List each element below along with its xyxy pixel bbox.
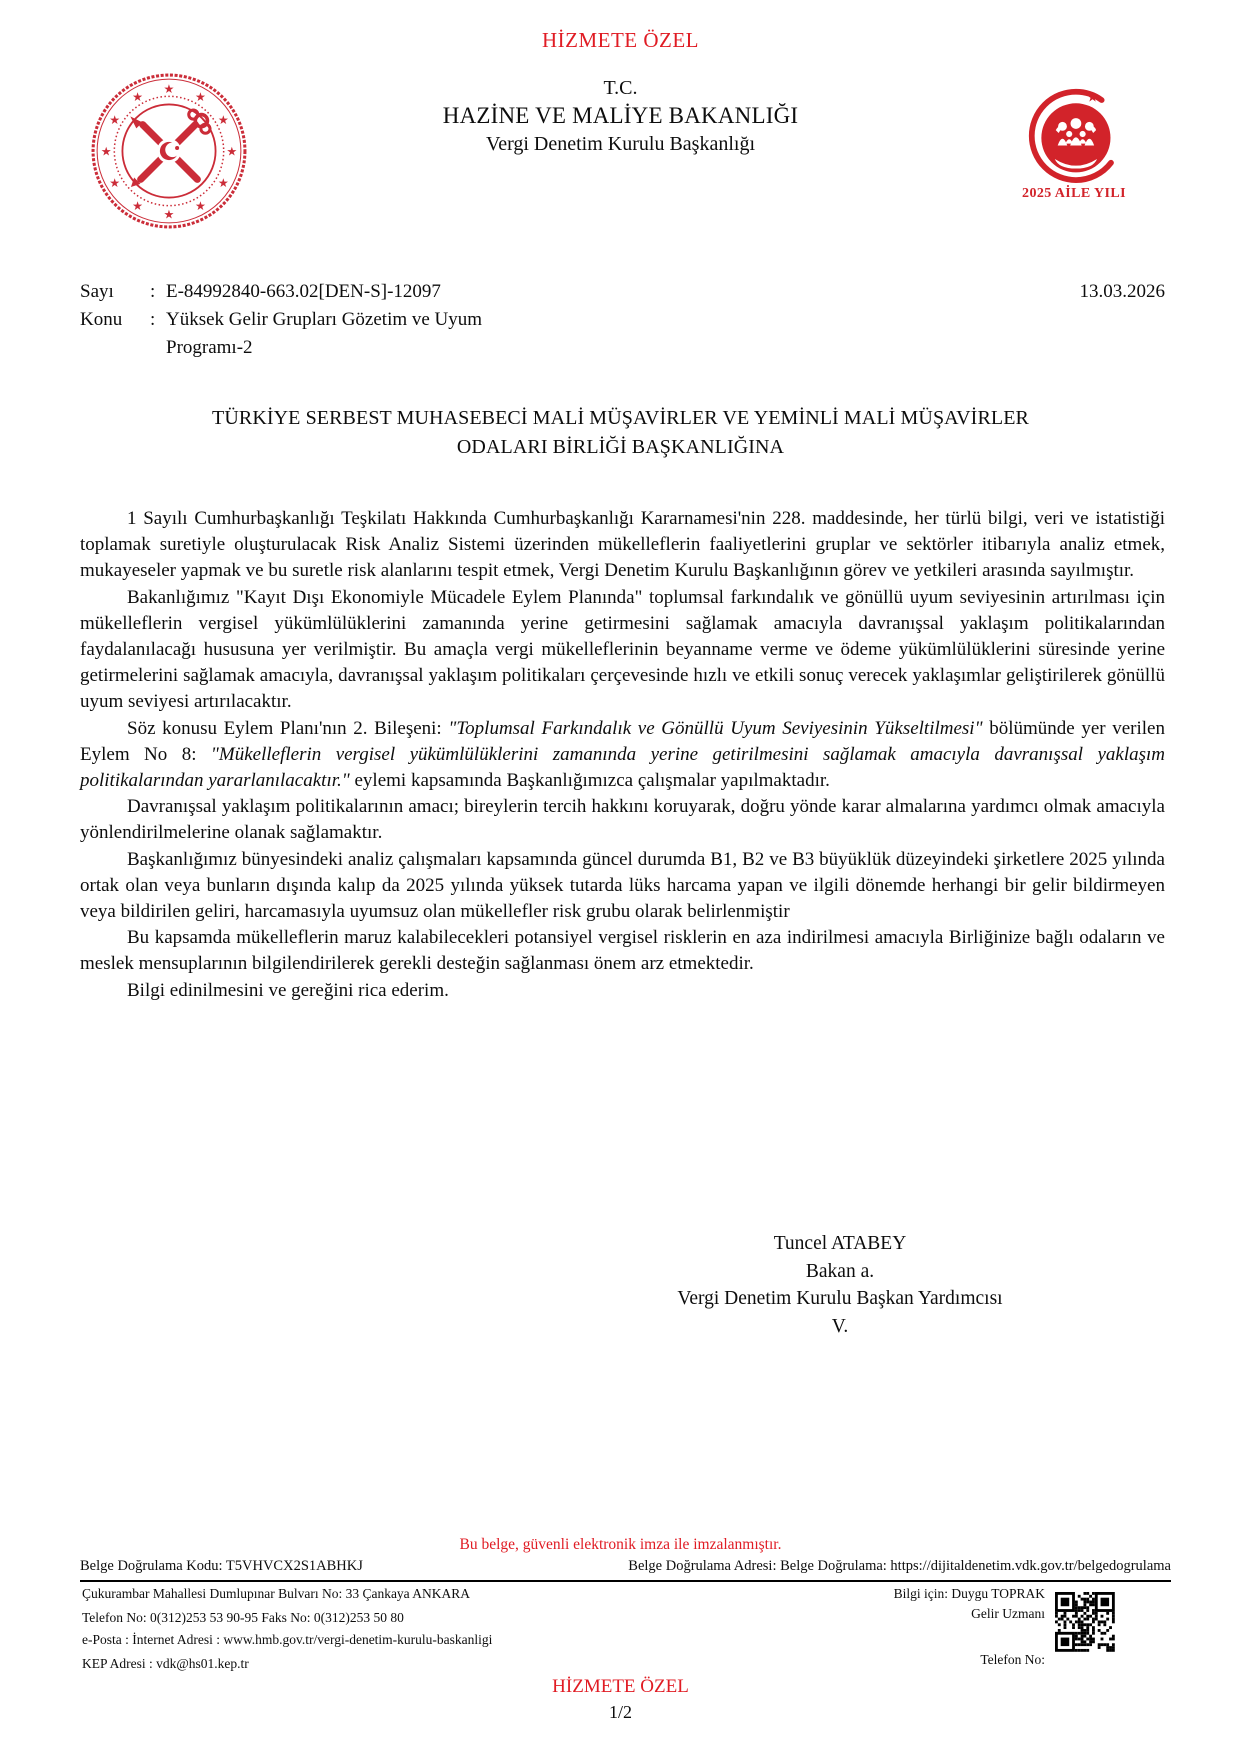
konu-colon: :: [150, 309, 156, 330]
paragraph-3-seg4: "Mükelleflerin vergisel yükümlülüklerini zamanında yerine getirilmesini sağlamak amacıyla davranışsal yaklaşım politikalarından yararlanılacaktır.": [80, 743, 1165, 792]
sayi-row: [80, 278, 1165, 306]
document-meta: [80, 278, 1165, 362]
sayi-label: Sayı: [80, 281, 114, 302]
closing-sentence: Bilgi edinilmesini ve gereğini rica ederim.: [127, 979, 449, 1001]
paragraph-3-seg2: "Toplumsal Farkındalık ve Gönüllü Uyum Seviyesinin Yükseltilmesi": [448, 717, 983, 739]
addressee-line2: ODALARI BİRLİĞİ BAŞKANLIĞINA: [456, 436, 785, 458]
paragraph-4: Davranışsal yaklaşım politikalarının amacı; bireylerin tercih hakkını koruyarak, doğru yönde karar almalarına yardımcı olmak amacıyla yönlendirilmelerine olanak sağlamaktır.: [80, 796, 1165, 844]
footer-kep-address: KEP Adresi : vdk@hs01.kep.tr: [82, 1656, 249, 1671]
signature-block: [540, 1230, 1140, 1340]
verification-code: Belge Doğrulama Kodu: T5VHVCX2S1ABHKJ: [80, 1558, 363, 1574]
paragraph-3-seg5: eylemi kapsamında Başkanlığımızca çalışmalar yapılmaktadır.: [349, 770, 830, 792]
footer-eposta-internet: e-Posta : İnternet Adresi : www.hmb.gov.tr/vergi-denetim-kurulu-baskanligi: [82, 1632, 493, 1647]
paragraph-1: 1 Sayılı Cumhurbaşkanlığı Teşkilatı Hakkında Cumhurbaşkanlığı Kararnamesi'nin 228. maddesinde, her türlü bilgi, veri ve istatistiği toplamak suretiyle oluşturulacak Risk Analiz Sistemi üzerinden mükelleflerin faaliyetlerini gruplar ve sektörler itibarıyla analiz etmek, mukayeseler yapmak ve bu suretle risk alanlarını tespit etmek, Vergi Denetim Kurulu Başkanlığının görev ve yetkileri arasında sayılmıştır.: [80, 508, 1165, 582]
svg-text:★: ★: [194, 90, 206, 105]
footer-contact-title: Gelir Uzmanı: [971, 1606, 1045, 1621]
signatory-title3: V.: [831, 1315, 849, 1337]
classification-banner-bottom: HİZMETE ÖZEL: [552, 1676, 689, 1697]
paragraph-3: [80, 716, 1165, 795]
letterhead-department: Vergi Denetim Kurulu Başkanlığı: [485, 133, 756, 155]
qr-code-icon: [1055, 1592, 1115, 1652]
paragraph-5: Başkanlığımız bünyesindeki analiz çalışmaları kapsamında güncel durumda B1, B2 ve B3 büyüklük düzeyindeki şirketlere 2025 yılında ortak olan veya bunların dışında kalıp da 2025 yılında yüksek tutarda lüks harcama yapan ve ilgili dönemde herhangi bir gelir bildirmeyen veya bildirilen geliri, harcamasıyla uyumsuz olan mükellefler risk grubu olarak belirlenmiştir: [80, 848, 1165, 923]
letter-body: [80, 506, 1165, 1004]
svg-text:★: ★: [100, 144, 112, 159]
svg-text:★: ★: [109, 175, 121, 190]
svg-text:★: ★: [109, 113, 121, 128]
signatory-title1: Bakan a.: [805, 1260, 875, 1282]
letterhead-ministry: HAZİNE VE MALİYE BAKANLIĞI: [442, 103, 799, 128]
sayi-value: E-84992840-663.02[DEN-S]-12097: [166, 281, 441, 302]
footer-contact-person: Bilgi için: Duygu TOPRAK: [893, 1586, 1045, 1601]
signatory-title2: Vergi Denetim Kurulu Başkan Yardımcısı: [677, 1288, 1003, 1309]
paragraph-2: Bakanlığımız "Kayıt Dışı Ekonomiyle Mücadele Eylem Planında" toplumsal farkındalık ve gönüllü uyum seviyesinin artırılması için mükelleflerin vergisel yükümlülüklerini zamanında yerine getirmesini sağlamak amacıyla davranışsal yaklaşım politikalarından faydalanılacağı hususuna yer verilmiştir. Bu amaçla vergi mükelleflerinin beyanname verme ve ödeme yükümlülüklerini süresinde yerine getirmelerini sağlamak amacıyla, davranışsal yaklaşım politikaları çerçevesinde hızlı ve etkili sonuç verecek yaklaşımlar geliştirilerek gönüllü uyum seviyesi artırılacaktır.: [80, 586, 1165, 713]
addressee-block: [0, 404, 1241, 462]
konu-label: Konu: [80, 309, 123, 330]
konu-value-line2: Programı-2: [166, 337, 253, 358]
svg-text:★: ★: [1086, 90, 1099, 106]
family-year-2025-caption: 2025 AİLE YILI: [1022, 186, 1126, 201]
signatory-name: Tuncel ATABEY: [773, 1233, 907, 1254]
paragraph-6: Bu kapsamda mükelleflerin maruz kalabilecekleri potansiyel vergisel risklerin en aza indirilmesi amacıyla Birliğinize bağlı odaların ve meslek mensuplarının bilgilendirilerek gerekli desteğin sağlanması önem arz etmektedir.: [80, 927, 1165, 975]
svg-text:★: ★: [226, 144, 238, 159]
family-year-2025-logo-icon: [1026, 84, 1122, 184]
svg-text:★: ★: [163, 207, 175, 222]
konu-value-line1: Yüksek Gelir Grupları Gözetim ve Uyum: [166, 309, 483, 330]
svg-text:★: ★: [217, 113, 229, 128]
svg-text:★: ★: [217, 175, 229, 190]
svg-text:★: ★: [132, 198, 144, 213]
classification-banner-top: HİZMETE ÖZEL: [541, 28, 700, 52]
footer-phone-fax: Telefon No: 0(312)253 53 90-95 Faks No: 0(312)253 50 80: [82, 1610, 404, 1625]
verification-row: [80, 1558, 1171, 1582]
verification-address: Belge Doğrulama Adresi: Belge Doğrulama: https://dijitaldenetim.vdk.gov.tr/belgedogrulama: [628, 1558, 1171, 1574]
paragraph-3-seg1: Söz konusu Eylem Planı'nın 2. Bileşeni:: [127, 717, 449, 739]
family-year-2025-logo: [1018, 84, 1130, 202]
footer-address: Çukurambar Mahallesi Dumlupınar Bulvarı No: 33 Çankaya ANKARA: [82, 1586, 471, 1601]
svg-text:★: ★: [163, 81, 175, 96]
document-date: 13.03.2026: [1079, 281, 1165, 302]
esign-notice: Bu belge, güvenli elektronik imza ile imzalanmıştır.: [459, 1536, 782, 1553]
letterhead-tc: T.C.: [603, 77, 638, 99]
svg-text:★: ★: [132, 90, 144, 105]
sayi-colon: :: [150, 281, 156, 302]
svg-text:★: ★: [194, 198, 206, 213]
konu-row: [80, 306, 1165, 334]
page-number: 1/2: [608, 1702, 632, 1722]
paragraph-3-seg3: bölümünde yer verilen Eylem No 8:: [80, 717, 1165, 765]
addressee-line1: TÜRKİYE SERBEST MUHASEBECİ MALİ MÜŞAVİRLER VE YEMİNLİ MALİ MÜŞAVİRLER: [212, 407, 1029, 429]
footer-contact-phone: Telefon No:: [980, 1652, 1045, 1667]
